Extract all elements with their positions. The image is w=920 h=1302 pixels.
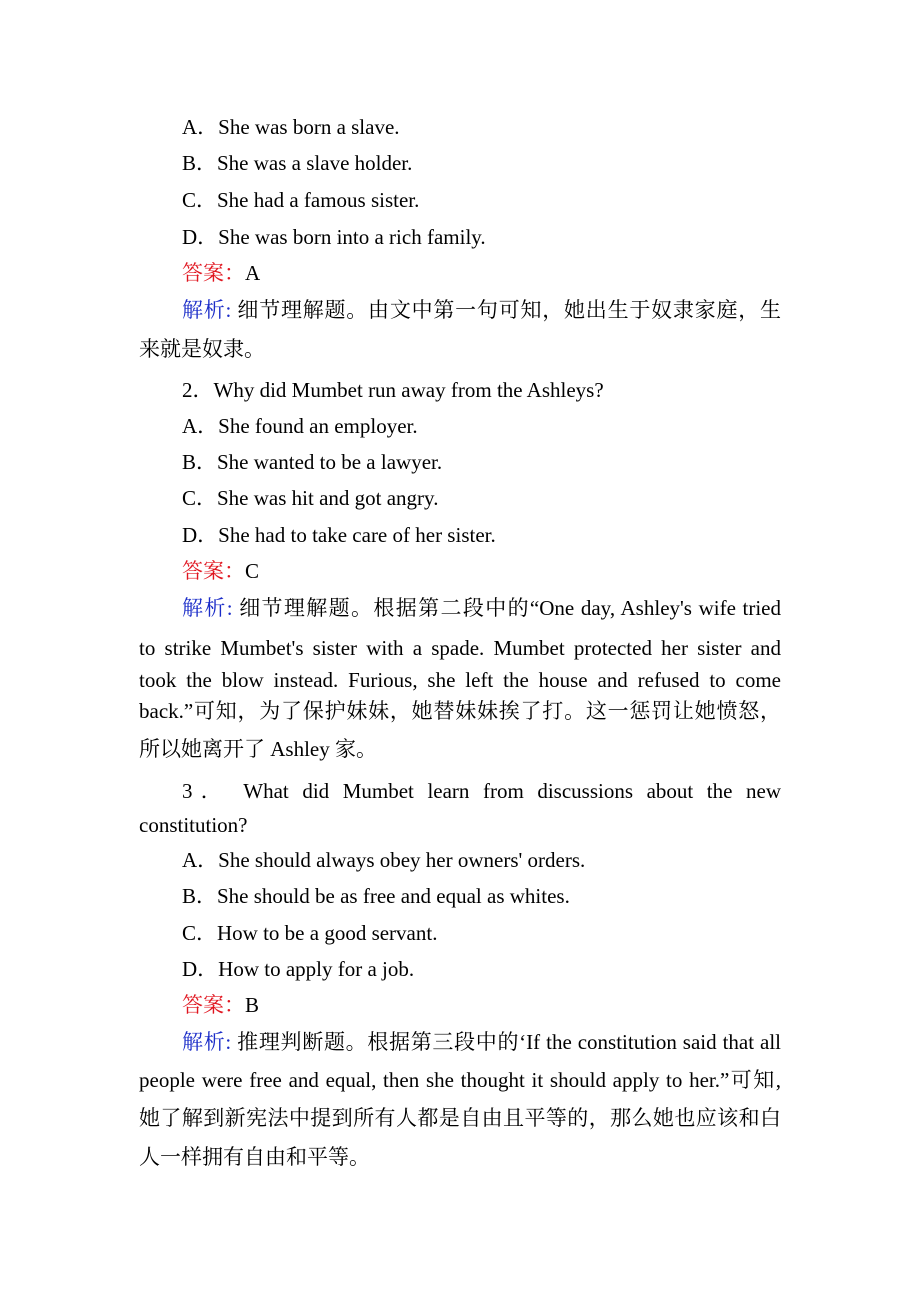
q1-option-a: A．She was born a slave.	[182, 115, 400, 139]
explanation-text: 细节理解题。由文中第一句可知，她出生于奴隶家庭，生	[231, 298, 781, 322]
q2-option-b: B．She wanted to be a lawyer.	[182, 450, 443, 474]
answer-value: B	[245, 993, 260, 1017]
q3-option-c: C．How to be a good servant.	[182, 921, 438, 945]
answer-value: A	[245, 261, 261, 285]
explanation-label: 解析:	[182, 596, 233, 620]
answer-label: 答案：	[182, 261, 245, 285]
q3-explanation-line-3: 她了解到新宪法中提到所有人都是自由且平等的，那么她也应该和白	[139, 1106, 781, 1130]
answer-value: C	[245, 559, 260, 583]
explanation-label: 解析:	[182, 298, 232, 322]
explanation-label: 解析:	[182, 1030, 232, 1054]
q1-option-b: B．She was a slave holder.	[182, 151, 413, 175]
q1-answer	[182, 259, 781, 287]
q3-question-line-1: 3． What did Mumbet learn from discussions about the new	[182, 779, 781, 803]
q3-question-line-2: constitution?	[139, 813, 248, 837]
explanation-text: 推理判断题。根据第三段中的‘If the constitution said that all	[231, 1030, 782, 1054]
answer-label: 答案：	[182, 559, 245, 583]
q2-explanation-line-4: back.”可知，为了保护妹妹，她替妹妹挨了打。这一惩罚让她愤怒，	[139, 699, 781, 723]
q3-explanation-line-1	[182, 1028, 781, 1056]
q2-explanation-line-3: took the blow instead. Furious, she left the house and refused to come	[139, 668, 781, 692]
answer-label: 答案：	[182, 993, 245, 1017]
q2-option-d: D．She had to take care of her sister.	[182, 523, 496, 547]
q2-answer	[182, 557, 781, 585]
q2-explanation-line-5: 所以她离开了 Ashley 家。	[139, 737, 377, 761]
q3-explanation-line-2: people were free and equal, then she thought it should apply to her.”可知,	[139, 1068, 781, 1092]
q2-option-c: C．She was hit and got angry.	[182, 486, 439, 510]
q2-explanation-line-2: to strike Mumbet's sister with a spade. Mumbet protected her sister and	[139, 636, 781, 660]
q3-answer	[182, 991, 781, 1019]
q2-explanation-line-1	[182, 594, 781, 622]
q2-question: 2．Why did Mumbet run away from the Ashleys?	[182, 378, 604, 402]
q1-explanation-line-2: 来就是奴隶。	[139, 337, 265, 361]
explanation-text: 细节理解题。根据第二段中的“One day, Ashley's wife tried	[232, 596, 781, 620]
q2-option-a: A．She found an employer.	[182, 414, 418, 438]
q1-option-d: D．She was born into a rich family.	[182, 225, 486, 249]
q1-explanation-line-1	[182, 296, 781, 324]
q3-explanation-line-4: 人一样拥有自由和平等。	[139, 1145, 370, 1169]
q3-option-d: D．How to apply for a job.	[182, 957, 415, 981]
q3-option-b: B．She should be as free and equal as whites.	[182, 884, 570, 908]
q3-option-a: A．She should always obey her owners' orders.	[182, 848, 586, 872]
q1-option-c: C．She had a famous sister.	[182, 188, 420, 212]
